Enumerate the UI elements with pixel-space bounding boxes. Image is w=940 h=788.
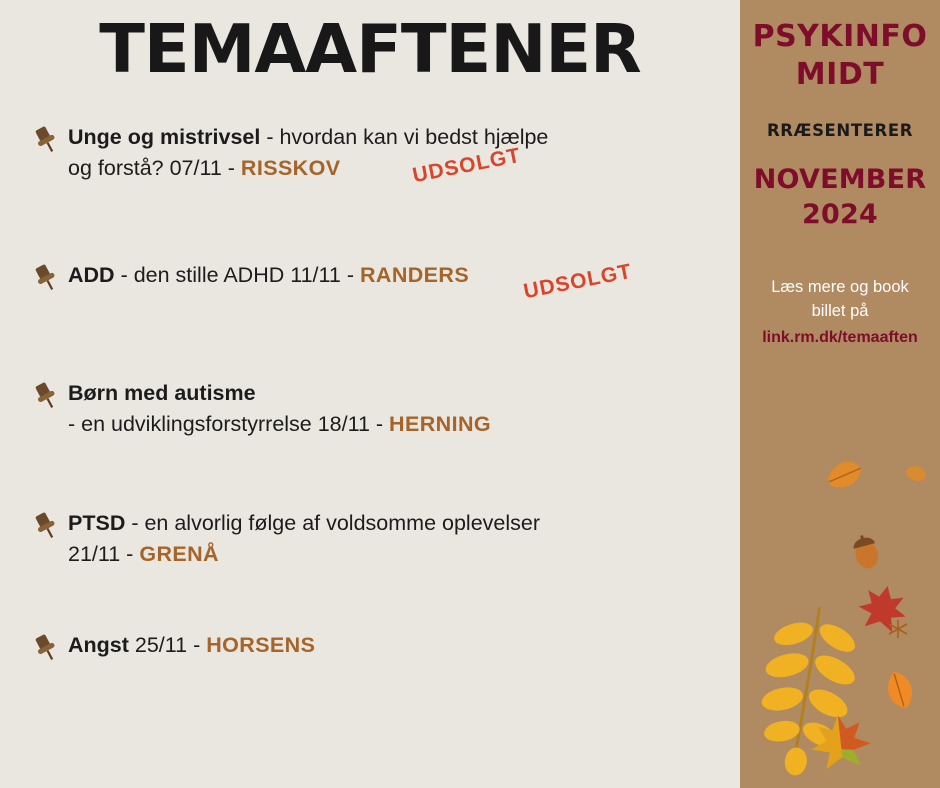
event-detail-2: - en udviklingsforstyrrelse 18/11 - [68,411,390,436]
booking-link[interactable]: link.rm.dk/temaaften [762,329,918,347]
event-text [68,378,740,409]
date-block [740,162,940,232]
page-title: TEMAAFTENER [99,10,641,88]
push-pin-icon [30,124,62,156]
status-badge: UDSOLGT [521,260,634,304]
event-detail: - hvordan kan vi bedst hjælpe [260,125,549,150]
push-pin-icon [30,510,62,542]
event-title: PTSD [68,511,126,536]
push-pin-icon [30,262,62,294]
event-title: Angst [68,633,129,658]
brand-name [740,18,940,93]
event-detail: 25/11 - [128,633,207,658]
list-item[interactable] [26,630,740,690]
event-text [68,122,740,153]
event-location: RANDERS [359,263,470,288]
event-title: Unge og mistrivsel [68,125,261,150]
event-text [68,630,740,661]
year-label: 2024 [802,199,878,231]
month-label: NOVEMBER [753,164,927,195]
event-detail: - en alvorlig følge af voldsomme oplevelser [125,511,540,536]
event-text [68,508,740,539]
event-location: HORSENS [206,633,316,658]
presents-label: RRÆSENTERER [766,121,914,140]
brand-line-2: MIDT [795,56,885,92]
event-list [0,122,740,690]
event-detail-2: 21/11 - [68,541,140,566]
event-text-line2 [68,409,740,440]
booking-line-2: billet på [811,302,869,321]
autumn-leaves-decoration [740,430,940,788]
event-detail: - den stille ADHD 11/11 - [114,263,360,288]
list-item[interactable] [26,378,740,508]
event-detail-2: og forstå? 07/11 - [68,155,241,180]
list-item[interactable] [26,122,740,260]
push-pin-icon [30,632,62,664]
brand-line-1: PSYKINFO [752,19,928,54]
status-badge: UDSOLGT [410,144,523,188]
event-title: Børn med autisme [68,381,256,406]
event-location: HERNING [389,411,491,436]
booking-line-1: Læs mere og book [771,278,909,297]
event-title: ADD [68,263,115,288]
booking-info [740,276,940,349]
push-pin-icon [30,380,62,412]
list-item[interactable] [26,508,740,630]
event-text [68,260,740,291]
event-text-line2 [68,539,740,570]
poster-sidebar [740,0,940,788]
event-location: RISSKOV [240,155,341,180]
event-text-line2 [68,153,740,184]
list-item[interactable] [26,260,740,378]
event-location: GRENÅ [139,541,219,566]
